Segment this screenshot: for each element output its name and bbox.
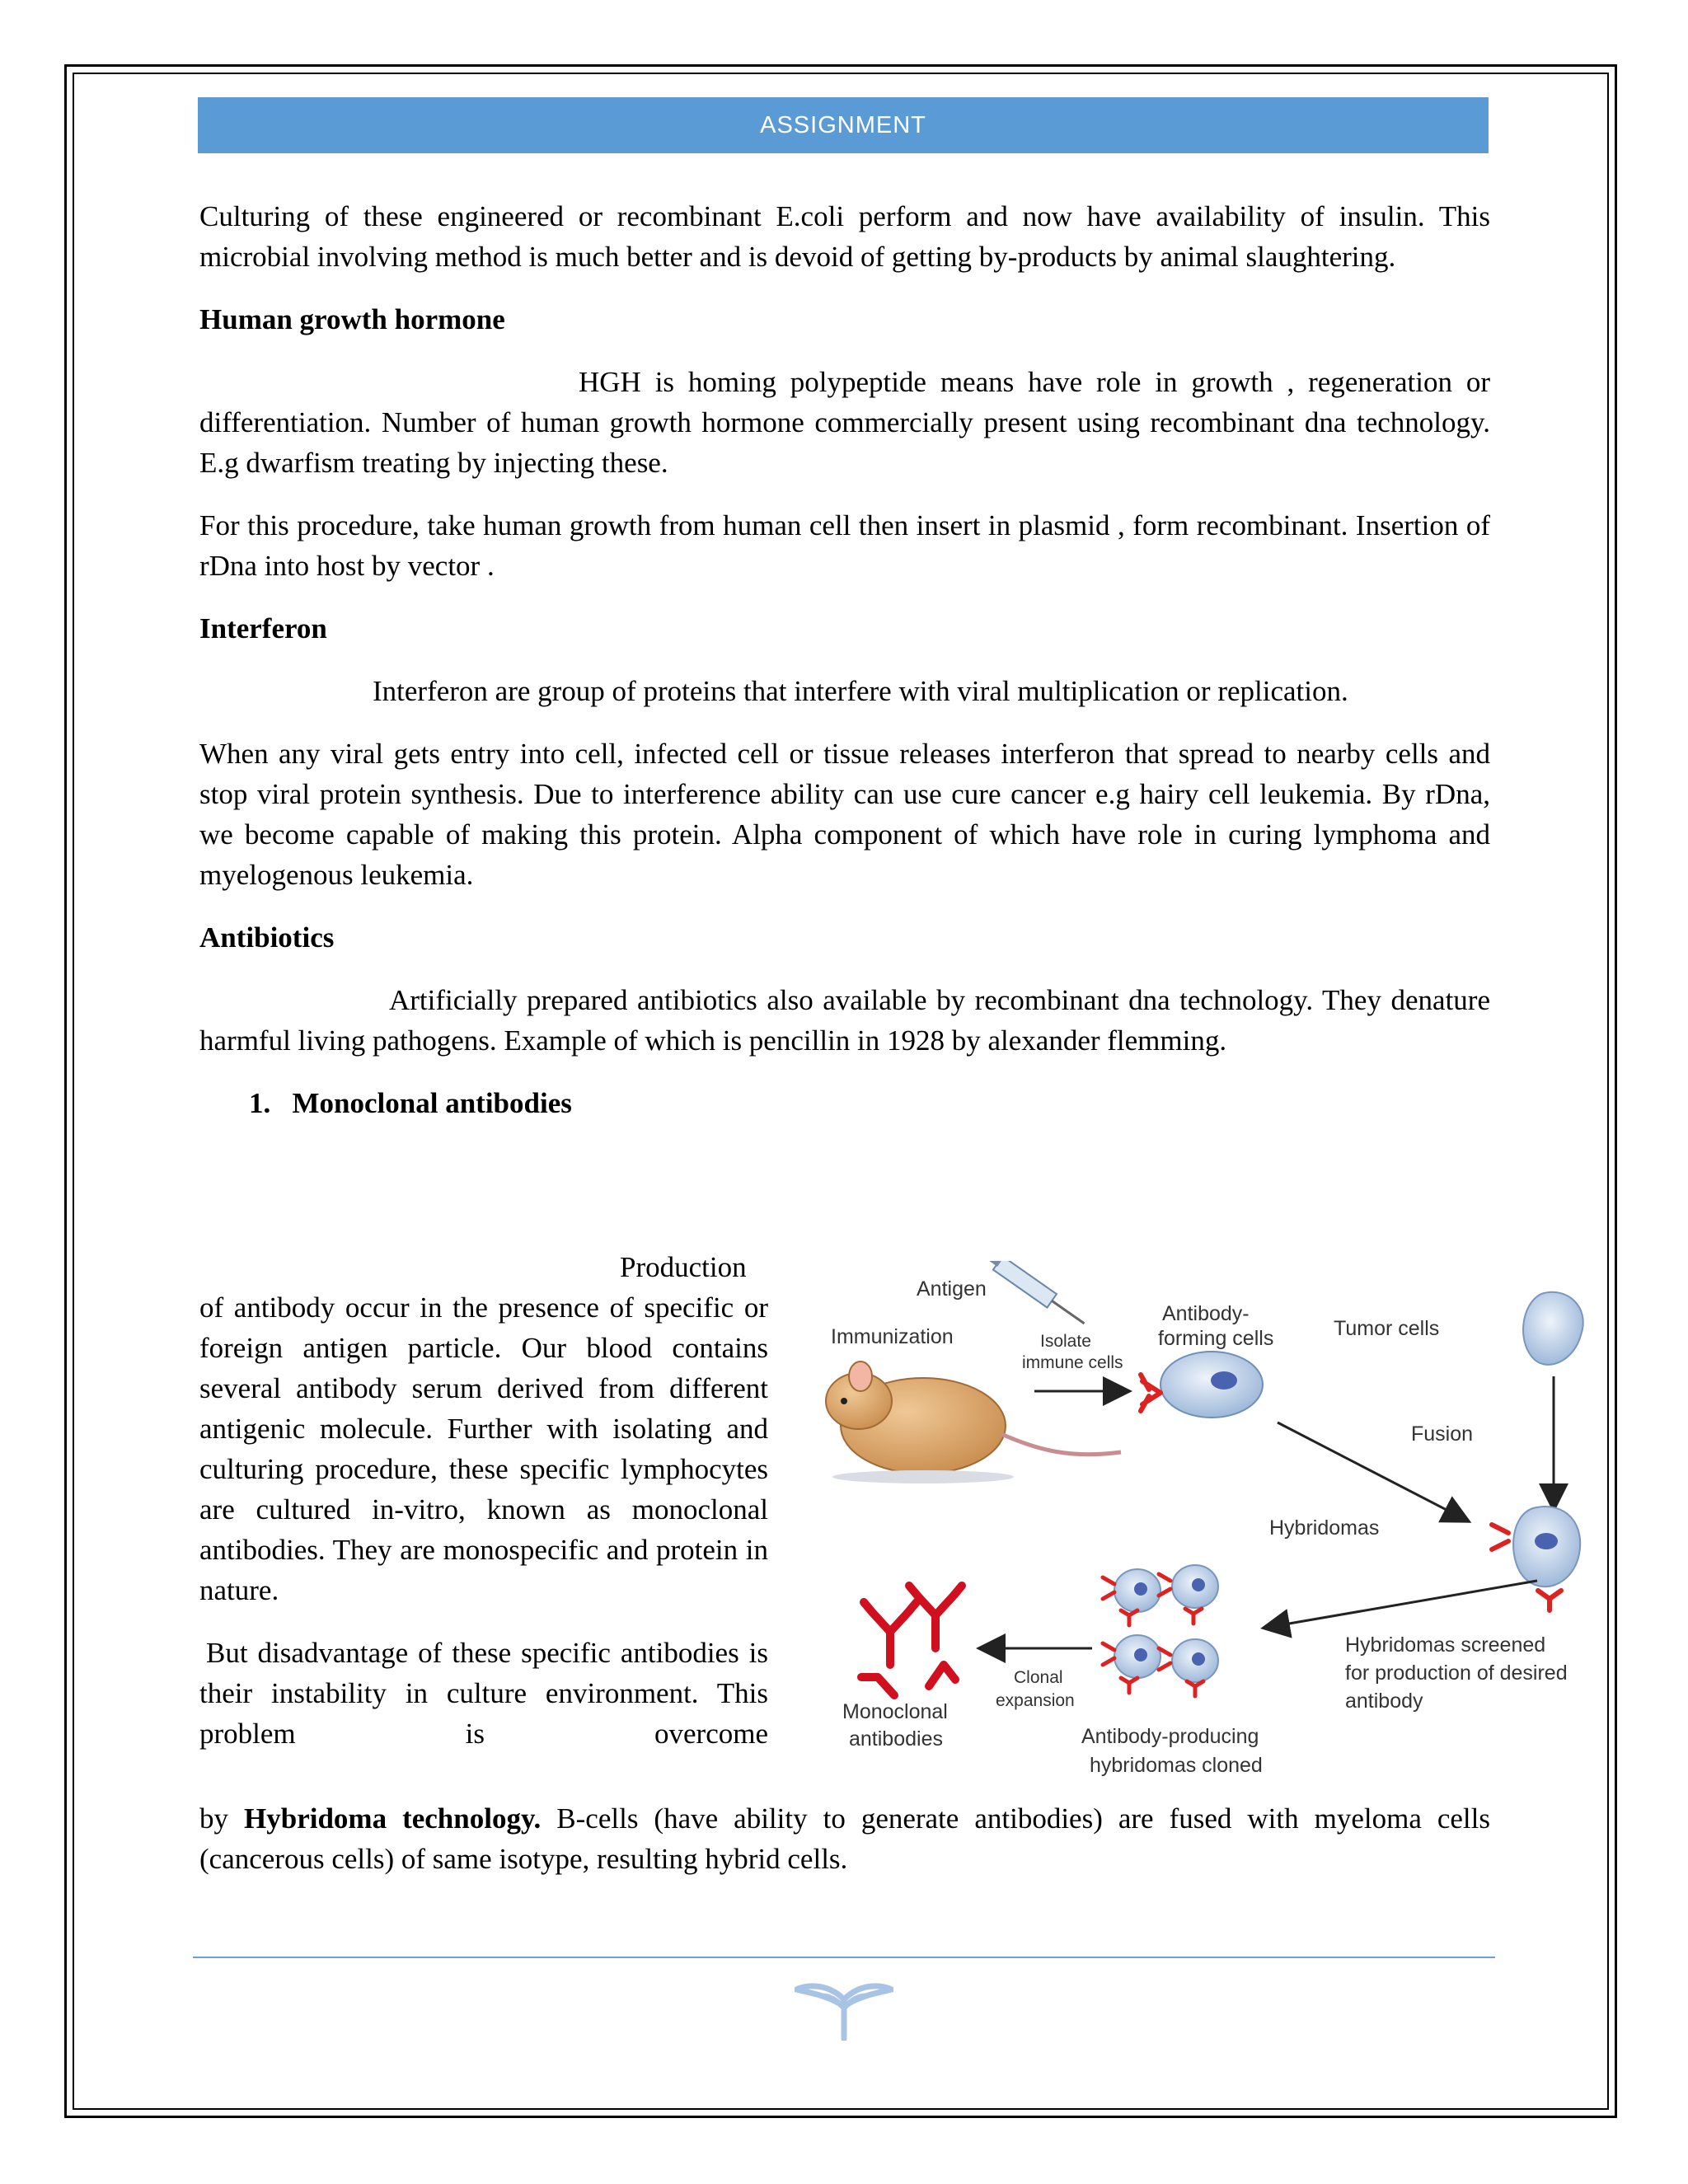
paragraph-disadvantage (199, 1633, 768, 1754)
heading-monoclonal-text: Monoclonal antibodies (292, 1087, 572, 1119)
label-monoclonal: Monoclonal (842, 1700, 948, 1723)
header-bar (198, 97, 1489, 153)
footer-rule (193, 1957, 1495, 1958)
paragraph-insulin: Culturing of these engineered or recombinant E.coli perform and now have availability of insulin. This microbial involving method is much better and is devoid of getting by-products by animal slaughtering. (199, 200, 1490, 273)
paragraph-hgh (199, 362, 1490, 483)
antibody-icon (861, 1586, 962, 1695)
hybridoma-cell-icon (1492, 1507, 1580, 1610)
paragraph-monoclonal (199, 1247, 768, 1610)
label-clonal: Clonal (1014, 1668, 1063, 1687)
header-title: ASSIGNMENT (760, 112, 926, 138)
paragraph-interferon-def (199, 671, 1490, 711)
paragraph-disadvantage-text: But disadvantage of these specific antibodies is their instability in culture environment. This problem is overcome (199, 1637, 768, 1750)
heading-antibiotics: Antibiotics (199, 921, 335, 954)
mouse-icon (826, 1361, 1121, 1483)
document-body (199, 196, 1490, 1123)
paragraph-interferon-detail: When any viral gets entry into cell, infected cell or tissue releases interferon that spread to nearby cells and stop viral protein synthesis. Due to interference ability can use cure cancer e.g hairy cell leukemia. By rDna, we become capable of making this protein. Alpha component of which have role in curing lymphoma and myelogenous leukemia. (199, 738, 1490, 891)
label-expansion: expansion (996, 1691, 1075, 1710)
label-cloned-2: hybridomas cloned (1090, 1754, 1263, 1777)
paragraph-hybridoma (199, 1798, 1490, 1879)
label-antibody-forming-1: Antibody- (1162, 1302, 1250, 1325)
paragraph-monoclonal-text: Production of antibody occur in the presence of specific or foreign antigen particle. Our blood contains several antibody serum derived from different antigenic molecule. Further with isolating and culturing procedure, these specific lymphocytes are cultured in-vitro, known as monoclonal antibodies. They are monospecific and protein in nature. (199, 1251, 768, 1606)
label-hybridomas: Hybridomas (1269, 1516, 1380, 1540)
label-antigen: Antigen (917, 1277, 987, 1301)
hybridoma-diagram (824, 1261, 1615, 1788)
hybridoma-post: B-cells (have ability to generate antibodies) are fused with myeloma cells (cancerous cells) of same isotype, resulting hybrid cells. (199, 1802, 1491, 1875)
tumor-cell-icon (1523, 1292, 1583, 1365)
paragraph-antibiotics-text: Artificially prepared antibiotics also available by recombinant dna technology. They denature harmful living pathogens. Example of which is pencillin in 1928 by alexander flemming. (199, 984, 1490, 1057)
label-screened-3: antibody (1345, 1690, 1423, 1713)
hybridoma-pre: by (199, 1802, 245, 1835)
heading-monoclonal (199, 1083, 1490, 1123)
label-cloned-1: Antibody-producing (1081, 1725, 1259, 1748)
heading-hgh: Human growth hormone (199, 303, 505, 335)
paragraph-interferon-def-text: Interferon are group of proteins that interfere with viral multiplication or replication. (373, 675, 1348, 707)
arrow-screen (1265, 1581, 1537, 1628)
label-tumor-cells: Tumor cells (1334, 1317, 1440, 1340)
label-antibodies: antibodies (849, 1727, 943, 1750)
label-fusion: Fusion (1411, 1422, 1474, 1446)
footer-logo-icon (795, 1975, 893, 2041)
label-immunization: Immunization (831, 1325, 954, 1348)
heading-interferon: Interferon (199, 612, 327, 644)
label-screened-1: Hybridomas screened (1345, 1633, 1546, 1657)
paragraph-hgh-procedure: For this procedure, take human growth from human cell then insert in plasmid , form recombinant. Insertion of rDna into host by vector . (199, 509, 1490, 582)
label-immune-cells: immune cells (1022, 1353, 1123, 1372)
paragraph-hgh-text: HGH is homing polypeptide means have role in growth , regeneration or differentiation. Number of human growth hormone commercially present using recombinant dna technology. E.g dwarfism treating by injecting these. (199, 366, 1490, 479)
label-isolate: Isolate (1040, 1332, 1091, 1351)
label-screened-2: for production of desired (1345, 1661, 1568, 1685)
b-cell-icon (1141, 1352, 1263, 1418)
list-number: 1. (249, 1087, 271, 1119)
monoclonal-text-column (199, 1247, 768, 1754)
paragraph-antibiotics (199, 980, 1490, 1061)
cloned-hybridomas-icon (1103, 1565, 1218, 1696)
hybridoma-bold: Hybridoma technology. (244, 1802, 542, 1835)
label-antibody-forming-2: forming cells (1158, 1327, 1274, 1350)
